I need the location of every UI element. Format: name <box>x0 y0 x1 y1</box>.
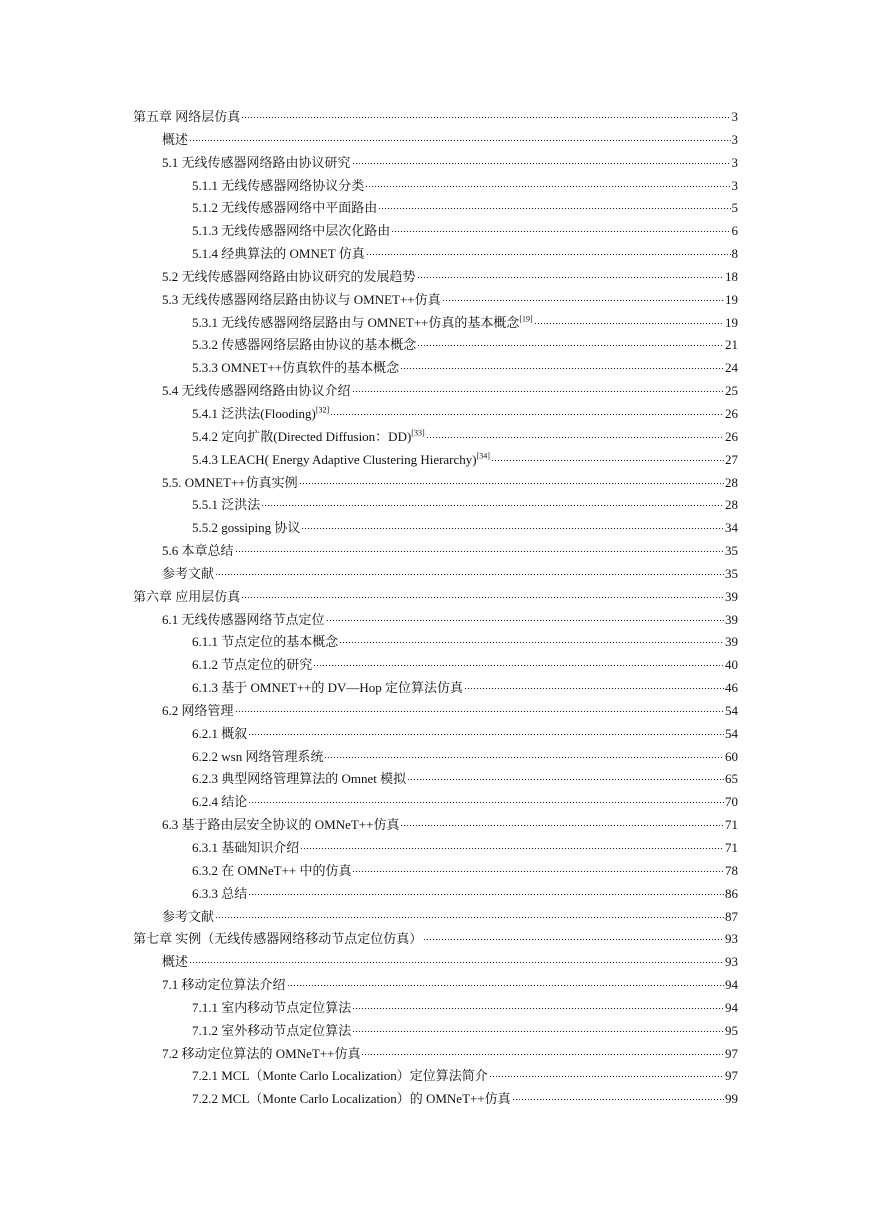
toc-entry-title-text: 5.5.2 gossiping 协议 <box>192 520 301 536</box>
toc-entry-title <box>162 152 351 175</box>
toc-entry[interactable] <box>133 906 738 929</box>
toc-entry-page-number: 35 <box>725 565 738 581</box>
dot-leader <box>512 1099 724 1100</box>
toc-entry-title-text: 第五章 网络层仿真 <box>133 109 241 124</box>
citation-superscript: [32] <box>315 405 330 415</box>
toc-entry[interactable] <box>133 312 738 335</box>
dot-leader <box>400 368 724 369</box>
toc-entry-title-text: 5.5. OMNET++仿真实例 <box>162 474 298 490</box>
toc-entry[interactable] <box>133 1020 738 1043</box>
dot-leader <box>287 985 724 986</box>
toc-entry-page-number: 87 <box>725 908 738 924</box>
toc-entry-page-number: 24 <box>725 360 738 376</box>
toc-entry-title <box>133 928 422 951</box>
toc-entry-page-number: 97 <box>725 1068 738 1084</box>
toc-entry[interactable] <box>133 220 738 243</box>
toc-entry-page-number: 93 <box>725 931 738 947</box>
toc-entry-title-text: 6.1.2 节点定位的研究 <box>192 657 313 673</box>
dot-leader <box>299 483 724 484</box>
toc-entry-title <box>192 654 312 677</box>
dot-leader <box>235 551 724 552</box>
toc-entry[interactable] <box>133 243 738 266</box>
toc-entry-title-text: 5.4.3 LEACH( Energy Adaptive Clustering Hierarchy) <box>192 451 477 467</box>
toc-entry-title-text: 7.2.1 MCL（Monte Carlo Localization）定位算法简介 <box>192 1068 488 1084</box>
toc-entry-title-text: 参考文献 <box>162 908 215 924</box>
toc-entry-page-number: 3 <box>731 177 738 193</box>
toc-entry-page-number: 19 <box>725 291 738 307</box>
toc-entry-title <box>162 380 351 403</box>
toc-entry-page-number: 27 <box>725 451 738 467</box>
toc-entry[interactable] <box>133 700 738 723</box>
toc-entry-page-number: 6 <box>731 223 738 239</box>
toc-entry-title <box>192 768 406 791</box>
citation-superscript: [19] <box>519 314 533 324</box>
toc-entry-title-text: 5.4.1 泛洪法(Flooding) <box>192 405 316 421</box>
toc-entry-title <box>162 129 188 152</box>
toc-entry-title <box>162 814 399 837</box>
toc-entry-title-text: 概述 <box>162 954 189 970</box>
toc-entry-page-number: 28 <box>725 497 738 513</box>
toc-entry-title <box>192 837 299 860</box>
toc-entry-title <box>192 312 533 335</box>
toc-entry-page-number: 39 <box>725 611 738 627</box>
toc-entry-page-number: 95 <box>725 1022 738 1038</box>
dot-leader <box>215 917 724 918</box>
toc-entry-title <box>162 563 214 586</box>
toc-entry-title-text: 5.2 无线传感器网络路由协议研究的发展趋势 <box>162 268 416 284</box>
dot-leader <box>241 597 724 598</box>
toc-entry-title-text: 6.3.1 基础知识介绍 <box>192 840 300 855</box>
toc-entry-title <box>192 175 364 198</box>
toc-entry-title-text: 5.1.4 经典算法的 OMNET 仿真 <box>192 246 365 262</box>
toc-entry[interactable] <box>133 472 738 495</box>
toc-entry-title-text: 5.5.1 泛洪法 <box>192 497 261 513</box>
toc-entry-title-text: 5.6 本章总结 <box>162 543 234 559</box>
dot-leader <box>534 323 724 324</box>
toc-entry-page-number: 18 <box>725 268 738 284</box>
dot-leader <box>442 300 724 301</box>
toc-entry-title <box>162 700 234 723</box>
toc-entry[interactable] <box>133 1088 738 1111</box>
toc-entry[interactable] <box>133 426 738 449</box>
toc-entry[interactable] <box>133 1065 738 1088</box>
dot-leader <box>491 460 724 461</box>
toc-entry-page-number: 94 <box>725 977 738 993</box>
dot-leader <box>326 620 724 621</box>
dot-leader <box>248 734 724 735</box>
toc-entry-title-text: 6.1.3 基于 OMNET++的 DV—Hop 定位算法仿真 <box>192 680 464 696</box>
toc-entry[interactable] <box>133 175 738 198</box>
dot-leader <box>330 414 724 415</box>
toc-entry[interactable] <box>133 357 738 380</box>
toc-entry[interactable] <box>133 974 738 997</box>
toc-entry-title <box>162 540 234 563</box>
toc-entry-title-text: 5.1 无线传感器网络路由协议研究 <box>162 154 351 170</box>
toc-entry[interactable] <box>133 266 738 289</box>
toc-entry-title-text: 6.3 基于路由层安全协议的 OMNeT++仿真 <box>162 817 400 833</box>
toc-entry-page-number: 54 <box>725 702 738 718</box>
toc-entry-title-text: 5.3.3 OMNET++仿真软件的基本概念 <box>192 360 400 376</box>
dot-leader <box>417 345 724 346</box>
toc-entry-title-text: 5.4 无线传感器网络路由协议介绍 <box>162 383 351 399</box>
toc-entry-title-text: 7.2.2 MCL（Monte Carlo Localization）的 OMNeT++仿真 <box>192 1091 511 1107</box>
dot-leader <box>248 894 724 895</box>
toc-entry-page-number: 71 <box>725 817 738 833</box>
toc-entry[interactable] <box>133 403 738 426</box>
toc-entry-title <box>192 243 365 266</box>
dot-leader <box>300 848 724 849</box>
toc-entry-page-number: 39 <box>725 634 738 650</box>
toc-entry-page-number: 21 <box>725 337 738 353</box>
dot-leader <box>378 208 730 209</box>
table-of-contents <box>133 106 738 1111</box>
toc-entry-title-text: 5.4.2 定向扩散(Directed Diffusion：DD) <box>192 428 412 444</box>
toc-entry-title-text: 6.2.1 概叙 <box>192 725 248 741</box>
toc-entry-page-number: 46 <box>725 680 738 696</box>
toc-entry-title-text: 6.3.3 总结 <box>192 885 248 901</box>
toc-entry-page-number: 86 <box>725 885 738 901</box>
toc-entry-title-text: 7.1.2 室外移动节点定位算法 <box>192 1022 352 1038</box>
toc-entry-title-text: 5.1.2 无线传感器网络中平面路由 <box>192 200 378 216</box>
dot-leader <box>352 163 731 164</box>
toc-entry-title <box>192 357 399 380</box>
toc-entry[interactable] <box>133 609 738 632</box>
toc-entry-page-number: 5 <box>731 200 738 216</box>
dot-leader <box>417 277 724 278</box>
toc-entry-title <box>162 609 325 632</box>
toc-entry-title-text: 参考文献 <box>162 565 215 581</box>
toc-entry-title-text: 5.1.3 无线传感器网络中层次化路由 <box>192 223 391 239</box>
toc-entry-title-text: 5.3.2 传感器网络层路由协议的基本概念 <box>192 337 417 353</box>
toc-entry-title <box>192 494 260 517</box>
citation-superscript: [33] <box>411 428 425 438</box>
dot-leader <box>407 779 724 780</box>
toc-entry-title-text: 第六章 应用层仿真 <box>133 588 241 604</box>
toc-entry-title <box>192 426 425 449</box>
toc-entry[interactable] <box>133 814 738 837</box>
dot-leader <box>215 574 724 575</box>
toc-entry[interactable] <box>133 129 738 152</box>
toc-entry-title <box>192 220 390 243</box>
toc-entry-page-number: 3 <box>731 154 738 170</box>
toc-entry[interactable] <box>133 197 738 220</box>
toc-entry-title-text: 7.2 移动定位算法的 OMNeT++仿真 <box>162 1045 361 1061</box>
toc-entry-title-text: 6.2 网络管理 <box>162 702 234 718</box>
toc-entry-title <box>192 860 351 883</box>
toc-entry[interactable] <box>133 289 738 312</box>
toc-entry[interactable] <box>133 517 738 540</box>
toc-entry-title <box>192 449 490 472</box>
toc-entry-title <box>192 631 338 654</box>
dot-leader <box>391 231 730 232</box>
toc-entry-title <box>192 1020 351 1043</box>
toc-entry-title <box>162 472 298 495</box>
toc-entry-title <box>192 1065 488 1088</box>
toc-entry-title-text: 6.1 无线传感器网络节点定位 <box>162 611 325 627</box>
toc-entry-title-text: 5.3 无线传感器网络层路由协议与 OMNET++仿真 <box>162 291 441 307</box>
toc-entry-page-number: 26 <box>725 405 738 421</box>
toc-entry-page-number: 3 <box>731 131 738 147</box>
toc-entry-title <box>162 906 214 929</box>
toc-entry-title <box>192 403 329 426</box>
toc-entry-title-text: 6.3.2 在 OMNeT++ 中的仿真 <box>192 862 352 878</box>
toc-entry-title <box>192 883 247 906</box>
toc-entry-page-number: 54 <box>725 725 738 741</box>
toc-entry-page-number: 71 <box>725 840 738 855</box>
toc-entry-page-number: 28 <box>725 474 738 490</box>
dot-leader <box>489 1076 724 1077</box>
toc-entry-title <box>162 1043 360 1066</box>
toc-entry-title-text: 5.1.1 无线传感器网络协议分类 <box>192 177 365 193</box>
dot-leader <box>352 871 724 872</box>
toc-entry-page-number: 93 <box>725 954 738 970</box>
toc-entry-page-number: 19 <box>725 314 738 330</box>
toc-entry-title <box>162 951 188 974</box>
toc-entry-title-text: 6.1.1 节点定位的基本概念 <box>192 634 339 650</box>
toc-entry-title-text: 概述 <box>162 131 189 147</box>
dot-leader <box>365 186 730 187</box>
toc-entry-page-number: 26 <box>725 428 738 444</box>
toc-entry-page-number: 35 <box>725 543 738 559</box>
dot-leader <box>366 254 731 255</box>
dot-leader <box>361 1054 724 1055</box>
toc-entry-title <box>192 334 416 357</box>
toc-entry-page-number: 8 <box>731 246 738 262</box>
toc-entry-page-number: 97 <box>725 1045 738 1061</box>
toc-entry-page-number: 3 <box>731 109 738 124</box>
toc-entry[interactable] <box>133 563 738 586</box>
toc-entry-title <box>133 106 240 129</box>
toc-entry-title-text: 7.1.1 室内移动节点定位算法 <box>192 999 352 1015</box>
toc-entry[interactable] <box>133 494 738 517</box>
toc-entry[interactable] <box>133 586 738 609</box>
toc-entry-page-number: 65 <box>725 771 738 787</box>
dot-leader <box>241 117 730 118</box>
citation-superscript: [34] <box>476 451 490 461</box>
toc-entry-title <box>192 197 377 220</box>
toc-entry-title <box>192 1088 511 1111</box>
toc-entry-page-number: 78 <box>725 862 738 878</box>
dot-leader <box>423 939 724 940</box>
toc-entry-title-text: 6.2.3 典型网络管理算法的 Omnet 模拟 <box>192 771 407 787</box>
dot-leader <box>189 962 724 963</box>
dot-leader <box>301 528 724 529</box>
toc-entry[interactable] <box>133 768 738 791</box>
dot-leader <box>400 825 724 826</box>
toc-entry-page-number: 25 <box>725 383 738 399</box>
toc-entry-page-number: 94 <box>725 999 738 1015</box>
toc-entry[interactable] <box>133 631 738 654</box>
toc-entry-title-text: 6.2.2 wsn 网络管理系统 <box>192 748 324 764</box>
toc-entry-title-text: 5.3.1 无线传感器网络层路由与 OMNET++仿真的基本概念 <box>192 314 520 330</box>
toc-entry[interactable] <box>133 380 738 403</box>
dot-leader <box>248 802 724 803</box>
dot-leader <box>426 437 724 438</box>
toc-entry[interactable] <box>133 152 738 175</box>
toc-entry[interactable] <box>133 334 738 357</box>
toc-entry-title-text: 7.1 移动定位算法介绍 <box>162 977 286 993</box>
dot-leader <box>464 688 724 689</box>
toc-entry[interactable] <box>133 837 738 860</box>
toc-entry[interactable] <box>133 540 738 563</box>
toc-entry[interactable] <box>133 746 738 769</box>
toc-entry-title <box>162 974 286 997</box>
toc-entry[interactable] <box>133 860 738 883</box>
toc-entry[interactable] <box>133 654 738 677</box>
toc-entry[interactable] <box>133 106 738 129</box>
dot-leader <box>189 140 730 141</box>
toc-entry[interactable] <box>133 1043 738 1066</box>
toc-entry-title <box>192 997 351 1020</box>
toc-entry-title-text: 第七章 实例（无线传感器网络移动节点定位仿真） <box>133 931 423 947</box>
toc-entry[interactable] <box>133 791 738 814</box>
toc-entry-title <box>192 677 463 700</box>
toc-entry[interactable] <box>133 723 738 746</box>
toc-entry-page-number: 99 <box>725 1091 738 1107</box>
toc-entry-page-number: 70 <box>725 794 738 810</box>
toc-entry[interactable] <box>133 951 738 974</box>
toc-entry-page-number: 39 <box>725 588 738 604</box>
dot-leader <box>339 642 724 643</box>
toc-entry-page-number: 40 <box>725 657 738 673</box>
toc-entry-title <box>162 266 416 289</box>
dot-leader <box>352 1008 724 1009</box>
dot-leader <box>352 1031 724 1032</box>
dot-leader <box>235 711 724 712</box>
toc-entry-page-number: 60 <box>725 748 738 764</box>
toc-entry[interactable] <box>133 677 738 700</box>
toc-entry-page-number: 34 <box>725 520 738 536</box>
toc-entry-title-text: 6.2.4 结论 <box>192 794 248 810</box>
dot-leader <box>261 505 724 506</box>
toc-entry-title <box>192 746 323 769</box>
toc-entry[interactable] <box>133 449 738 472</box>
dot-leader <box>324 757 724 758</box>
dot-leader <box>313 665 724 666</box>
toc-entry[interactable] <box>133 928 738 951</box>
toc-entry-title <box>162 289 441 312</box>
toc-entry[interactable] <box>133 883 738 906</box>
toc-entry-title <box>133 586 240 609</box>
toc-entry-title <box>192 517 300 540</box>
toc-entry-title <box>192 791 247 814</box>
toc-entry-title <box>192 723 247 746</box>
dot-leader <box>352 391 724 392</box>
toc-entry[interactable] <box>133 997 738 1020</box>
